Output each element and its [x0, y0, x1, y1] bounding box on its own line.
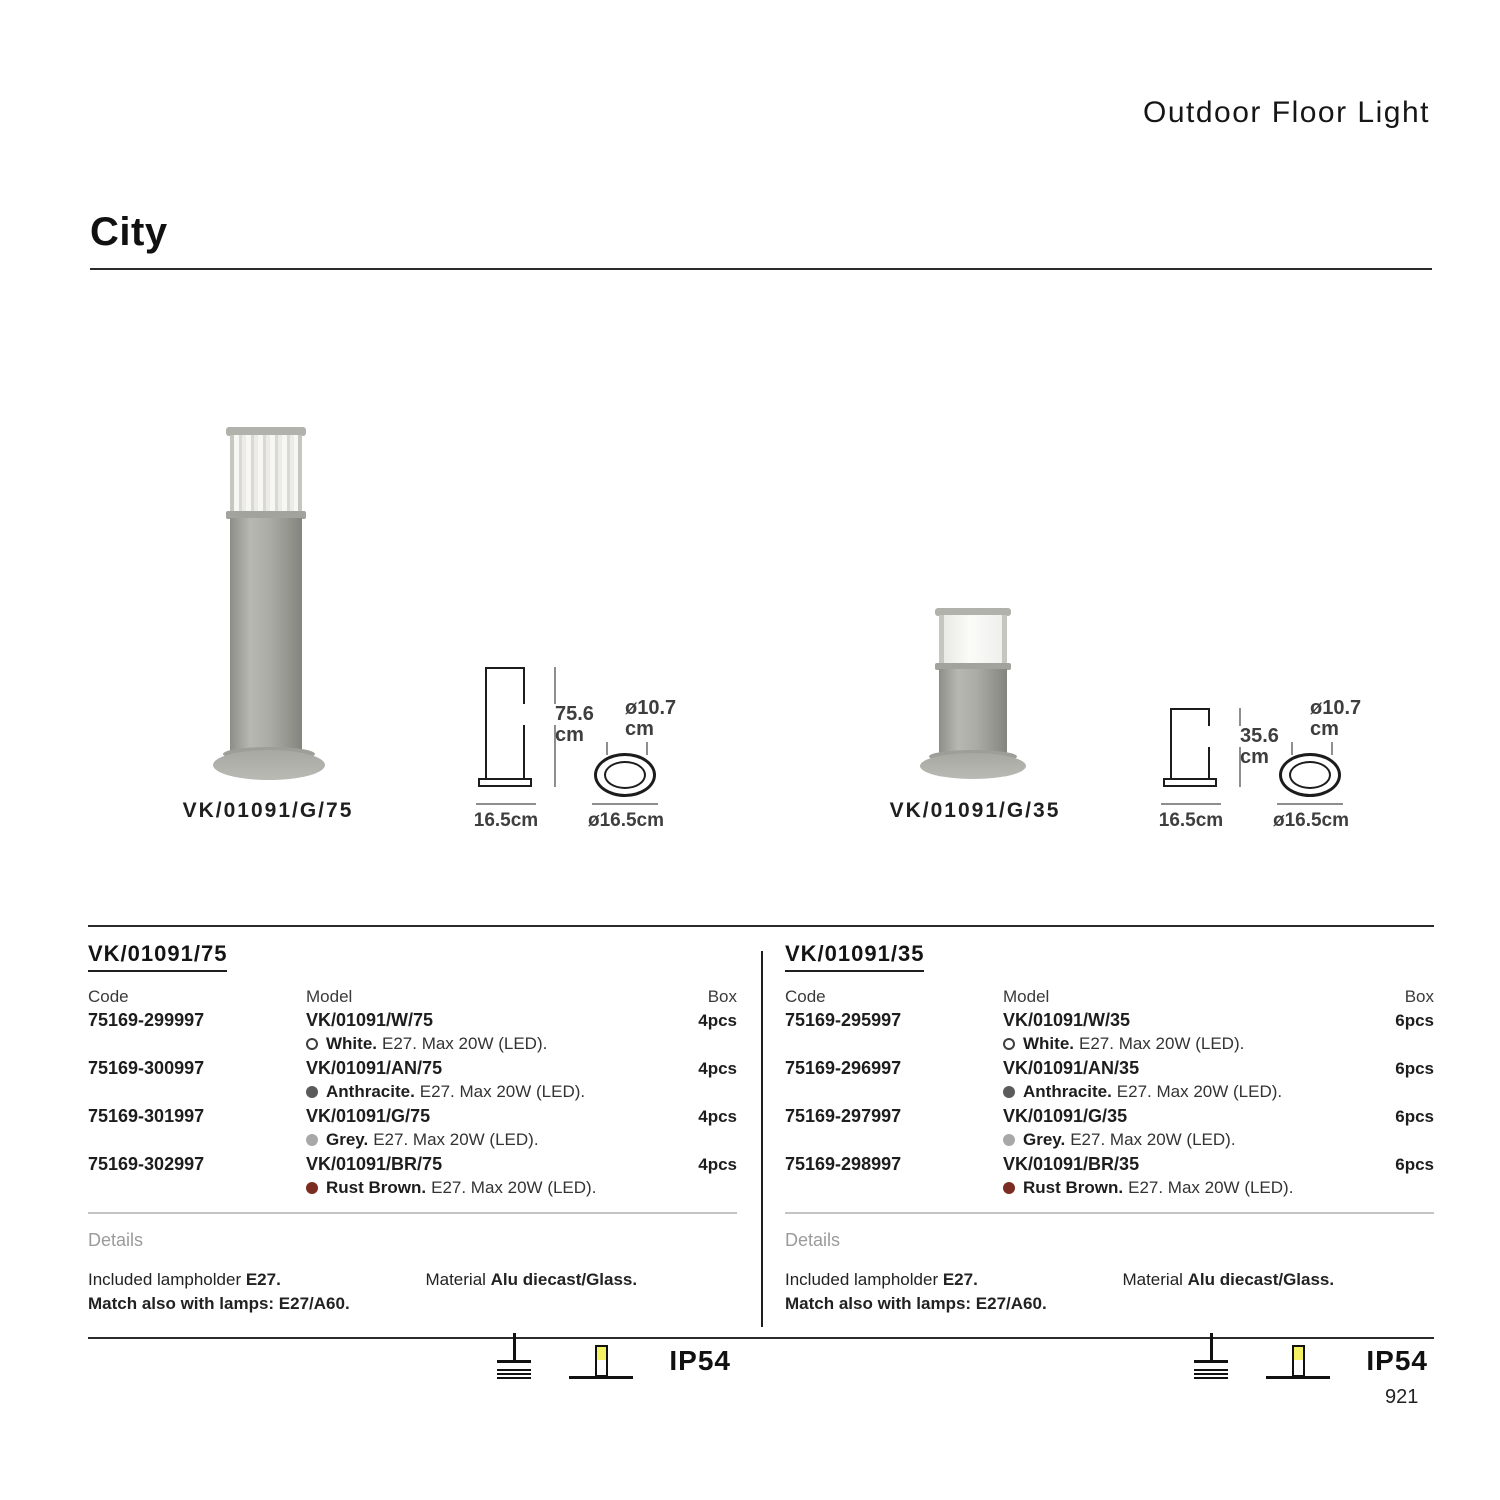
- outline-base: [1163, 778, 1217, 787]
- box-quantity: 6pcs: [1395, 1059, 1434, 1078]
- table-title: VK/01091/35: [785, 941, 924, 972]
- details-separator: [88, 1212, 737, 1214]
- product-photo-tall-bollard: [213, 425, 325, 785]
- box-quantity: 4pcs: [698, 1107, 737, 1126]
- bollard-post: [1292, 1345, 1305, 1377]
- leader-line: [646, 742, 648, 755]
- table-row: [88, 1010, 737, 1054]
- lamp-diffuser: [939, 615, 1007, 664]
- table-row: [88, 1106, 737, 1150]
- column-header-box: Box: [707, 987, 737, 1006]
- table-title: VK/01091/75: [88, 941, 227, 972]
- spec-tables-section: [88, 925, 1434, 1376]
- details-label: Details: [785, 1229, 841, 1250]
- color-name: Anthracite.: [326, 1082, 415, 1101]
- table-row: [785, 1154, 1434, 1198]
- dimension-figure-tall: [470, 660, 710, 840]
- product-code: 75169-297997: [785, 1106, 902, 1126]
- material-value: Alu diecast/Glass.: [1187, 1269, 1335, 1289]
- model-cell: [306, 1106, 665, 1150]
- certification-icons: [785, 1329, 1434, 1379]
- table-row: [785, 1010, 1434, 1054]
- model-name: VK/01091/AN/75: [306, 1058, 443, 1078]
- table-row: [785, 1058, 1434, 1102]
- box-quantity: 4pcs: [698, 1059, 737, 1078]
- ip-rating: IP54: [669, 1344, 731, 1376]
- model-cell: [1003, 1010, 1362, 1054]
- lampholder-line: [88, 1268, 425, 1293]
- lampholder-value: E27.: [942, 1269, 978, 1289]
- spec-table-35: [785, 927, 1434, 1376]
- color-swatch-grey: [1003, 1134, 1015, 1146]
- color-swatch-rust-brown: [306, 1182, 318, 1194]
- top-diameter-value: ø10.7: [625, 697, 677, 719]
- width-label: 16.5cm: [473, 810, 539, 831]
- lamp-spec: E27. Max 20W (LED).: [1128, 1178, 1294, 1197]
- base-diameter-label: ø16.5cm: [1272, 810, 1350, 831]
- color-swatch-anthracite: [1003, 1086, 1015, 1098]
- model-name: VK/01091/G/35: [1003, 1106, 1128, 1126]
- color-name: Grey.: [1023, 1130, 1066, 1149]
- color-line: [1003, 1081, 1362, 1102]
- material-info: [1122, 1268, 1334, 1317]
- lamp-diffuser: [230, 435, 302, 512]
- lamp-spec: E27. Max 20W (LED).: [419, 1082, 586, 1101]
- base-diameter-line: [1277, 803, 1343, 805]
- box-quantity: 6pcs: [1395, 1107, 1434, 1126]
- color-name: Grey.: [326, 1130, 369, 1149]
- column-header-code: Code: [785, 987, 826, 1006]
- width-dimension-line: [476, 803, 536, 805]
- model-cell: [1003, 1058, 1362, 1102]
- product-code: 75169-298997: [785, 1154, 902, 1174]
- model-name: VK/01091/BR/75: [306, 1154, 443, 1174]
- lamp-spec: E27. Max 20W (LED).: [431, 1178, 597, 1197]
- outline-circle-inner: [1289, 761, 1331, 789]
- details-separator: [785, 1212, 1434, 1214]
- spec-table-75: [88, 927, 737, 1376]
- bollard-baseline: [569, 1376, 633, 1379]
- material-prefix: Material: [1122, 1269, 1188, 1289]
- color-line: [1003, 1177, 1362, 1198]
- color-swatch-white: [306, 1038, 318, 1050]
- details-info: [88, 1268, 737, 1317]
- color-name: Rust Brown.: [1023, 1178, 1124, 1197]
- height-value: 75.6: [555, 703, 594, 725]
- color-name: White.: [326, 1034, 377, 1053]
- height-value: 35.6: [1240, 725, 1279, 747]
- model-name: VK/01091/BR/35: [1003, 1154, 1140, 1174]
- base-diameter-label: ø16.5cm: [587, 810, 665, 831]
- column-divider: [761, 951, 763, 1327]
- lamp-spec: E27. Max 20W (LED).: [1079, 1034, 1245, 1053]
- material-prefix: Material: [425, 1269, 491, 1289]
- column-header-code: Code: [88, 987, 129, 1006]
- width-label: 16.5cm: [1158, 810, 1224, 831]
- height-label: [1208, 725, 1279, 768]
- lamp-base: [213, 750, 325, 780]
- column-header-model: Model: [306, 987, 353, 1006]
- color-line: [306, 1177, 665, 1198]
- product-photo-short-bollard: [920, 607, 1030, 782]
- model-name: VK/01091/W/35: [1003, 1010, 1131, 1030]
- lamp-spec: E27. Max 20W (LED).: [1116, 1082, 1283, 1101]
- color-line: [1003, 1033, 1362, 1054]
- color-swatch-grey: [306, 1134, 318, 1146]
- height-unit: cm: [555, 724, 584, 746]
- product-caption: VK/01091/G/75: [182, 799, 354, 822]
- box-quantity: 6pcs: [1395, 1011, 1434, 1030]
- details-info: [785, 1268, 1434, 1317]
- certification-icons: [88, 1329, 737, 1379]
- leader-line: [1291, 742, 1293, 755]
- section-title: City: [90, 210, 168, 254]
- lamp-base: [920, 753, 1026, 779]
- table-row: [88, 1154, 737, 1198]
- height-unit: cm: [1240, 746, 1269, 768]
- table-row: [785, 1106, 1434, 1150]
- top-diameter-unit: cm: [1310, 718, 1339, 740]
- product-code: 75169-300997: [88, 1058, 205, 1078]
- bollard-baseline: [1266, 1376, 1330, 1379]
- product-code: 75169-301997: [88, 1106, 205, 1126]
- color-swatch-rust-brown: [1003, 1182, 1015, 1194]
- model-cell: [306, 1154, 665, 1198]
- color-line: [306, 1081, 665, 1102]
- model-cell: [306, 1058, 665, 1102]
- match-lamps-line: Match also with lamps: E27/A60.: [88, 1294, 350, 1314]
- color-name: Anthracite.: [1023, 1082, 1112, 1101]
- top-diameter-unit: cm: [625, 718, 654, 740]
- material-info: [425, 1268, 637, 1317]
- color-swatch-anthracite: [306, 1086, 318, 1098]
- ground-mount-icon: [1192, 1333, 1230, 1379]
- lamp-spec: E27. Max 20W (LED).: [373, 1130, 539, 1149]
- color-name: White.: [1023, 1034, 1074, 1053]
- page-header-title: Outdoor Floor Light: [1143, 96, 1430, 129]
- bollard-post: [595, 1345, 608, 1377]
- floor-bollard-icon: [569, 1333, 633, 1379]
- color-swatch-white: [1003, 1038, 1015, 1050]
- outline-rectangle: [1170, 708, 1210, 780]
- lamp-spec: E27. Max 20W (LED).: [382, 1034, 548, 1053]
- color-name: Rust Brown.: [326, 1178, 427, 1197]
- model-cell: [306, 1010, 665, 1054]
- model-cell: [1003, 1106, 1362, 1150]
- details-label: Details: [88, 1229, 144, 1250]
- product-caption: VK/01091/G/35: [889, 799, 1061, 822]
- match-lamps-line: Match also with lamps: E27/A60.: [785, 1294, 1047, 1314]
- table-header-row: [88, 987, 737, 1007]
- lampholder-value: E27.: [245, 1269, 281, 1289]
- ip-rating: IP54: [1366, 1344, 1428, 1376]
- lampholder-prefix: Included lampholder: [785, 1269, 943, 1289]
- table-row: [88, 1058, 737, 1102]
- box-quantity: 4pcs: [698, 1155, 737, 1174]
- product-code: 75169-295997: [785, 1010, 902, 1030]
- table-header-row: [785, 987, 1434, 1007]
- leader-line: [1331, 742, 1333, 755]
- height-label: [523, 703, 594, 746]
- lampholder-line: [785, 1268, 1122, 1293]
- color-line: [306, 1129, 665, 1150]
- section-title-rule: [90, 268, 1432, 270]
- floor-bollard-icon: [1266, 1333, 1330, 1379]
- ground-mount-icon: [495, 1333, 533, 1379]
- top-diameter-value: ø10.7: [1310, 697, 1362, 719]
- lampholder-info: [88, 1268, 425, 1317]
- top-diameter-label: [1270, 697, 1362, 740]
- color-line: [1003, 1129, 1362, 1150]
- dimension-figure-short: [1155, 660, 1395, 840]
- column-header-box: Box: [1404, 987, 1434, 1006]
- model-name: VK/01091/AN/35: [1003, 1058, 1140, 1078]
- page-number: 921: [1385, 1386, 1419, 1408]
- product-code: 75169-296997: [785, 1058, 902, 1078]
- leader-line: [606, 742, 608, 755]
- top-diameter-label: [585, 697, 677, 740]
- box-quantity: 4pcs: [698, 1011, 737, 1030]
- material-value: Alu diecast/Glass.: [490, 1269, 638, 1289]
- lamp-spec: E27. Max 20W (LED).: [1070, 1130, 1236, 1149]
- product-code: 75169-299997: [88, 1010, 205, 1030]
- lamp-body: [230, 518, 302, 758]
- outline-base: [478, 778, 532, 787]
- model-cell: [1003, 1154, 1362, 1198]
- column-header-model: Model: [1003, 987, 1050, 1006]
- base-diameter-line: [592, 803, 658, 805]
- outline-circle-inner: [604, 761, 646, 789]
- product-code: 75169-302997: [88, 1154, 205, 1174]
- box-quantity: 6pcs: [1395, 1155, 1434, 1174]
- outline-rectangle: [485, 667, 525, 780]
- model-name: VK/01091/G/75: [306, 1106, 431, 1126]
- width-dimension-line: [1161, 803, 1221, 805]
- color-line: [306, 1033, 665, 1054]
- lampholder-info: [785, 1268, 1122, 1317]
- model-name: VK/01091/W/75: [306, 1010, 434, 1030]
- lampholder-prefix: Included lampholder: [88, 1269, 246, 1289]
